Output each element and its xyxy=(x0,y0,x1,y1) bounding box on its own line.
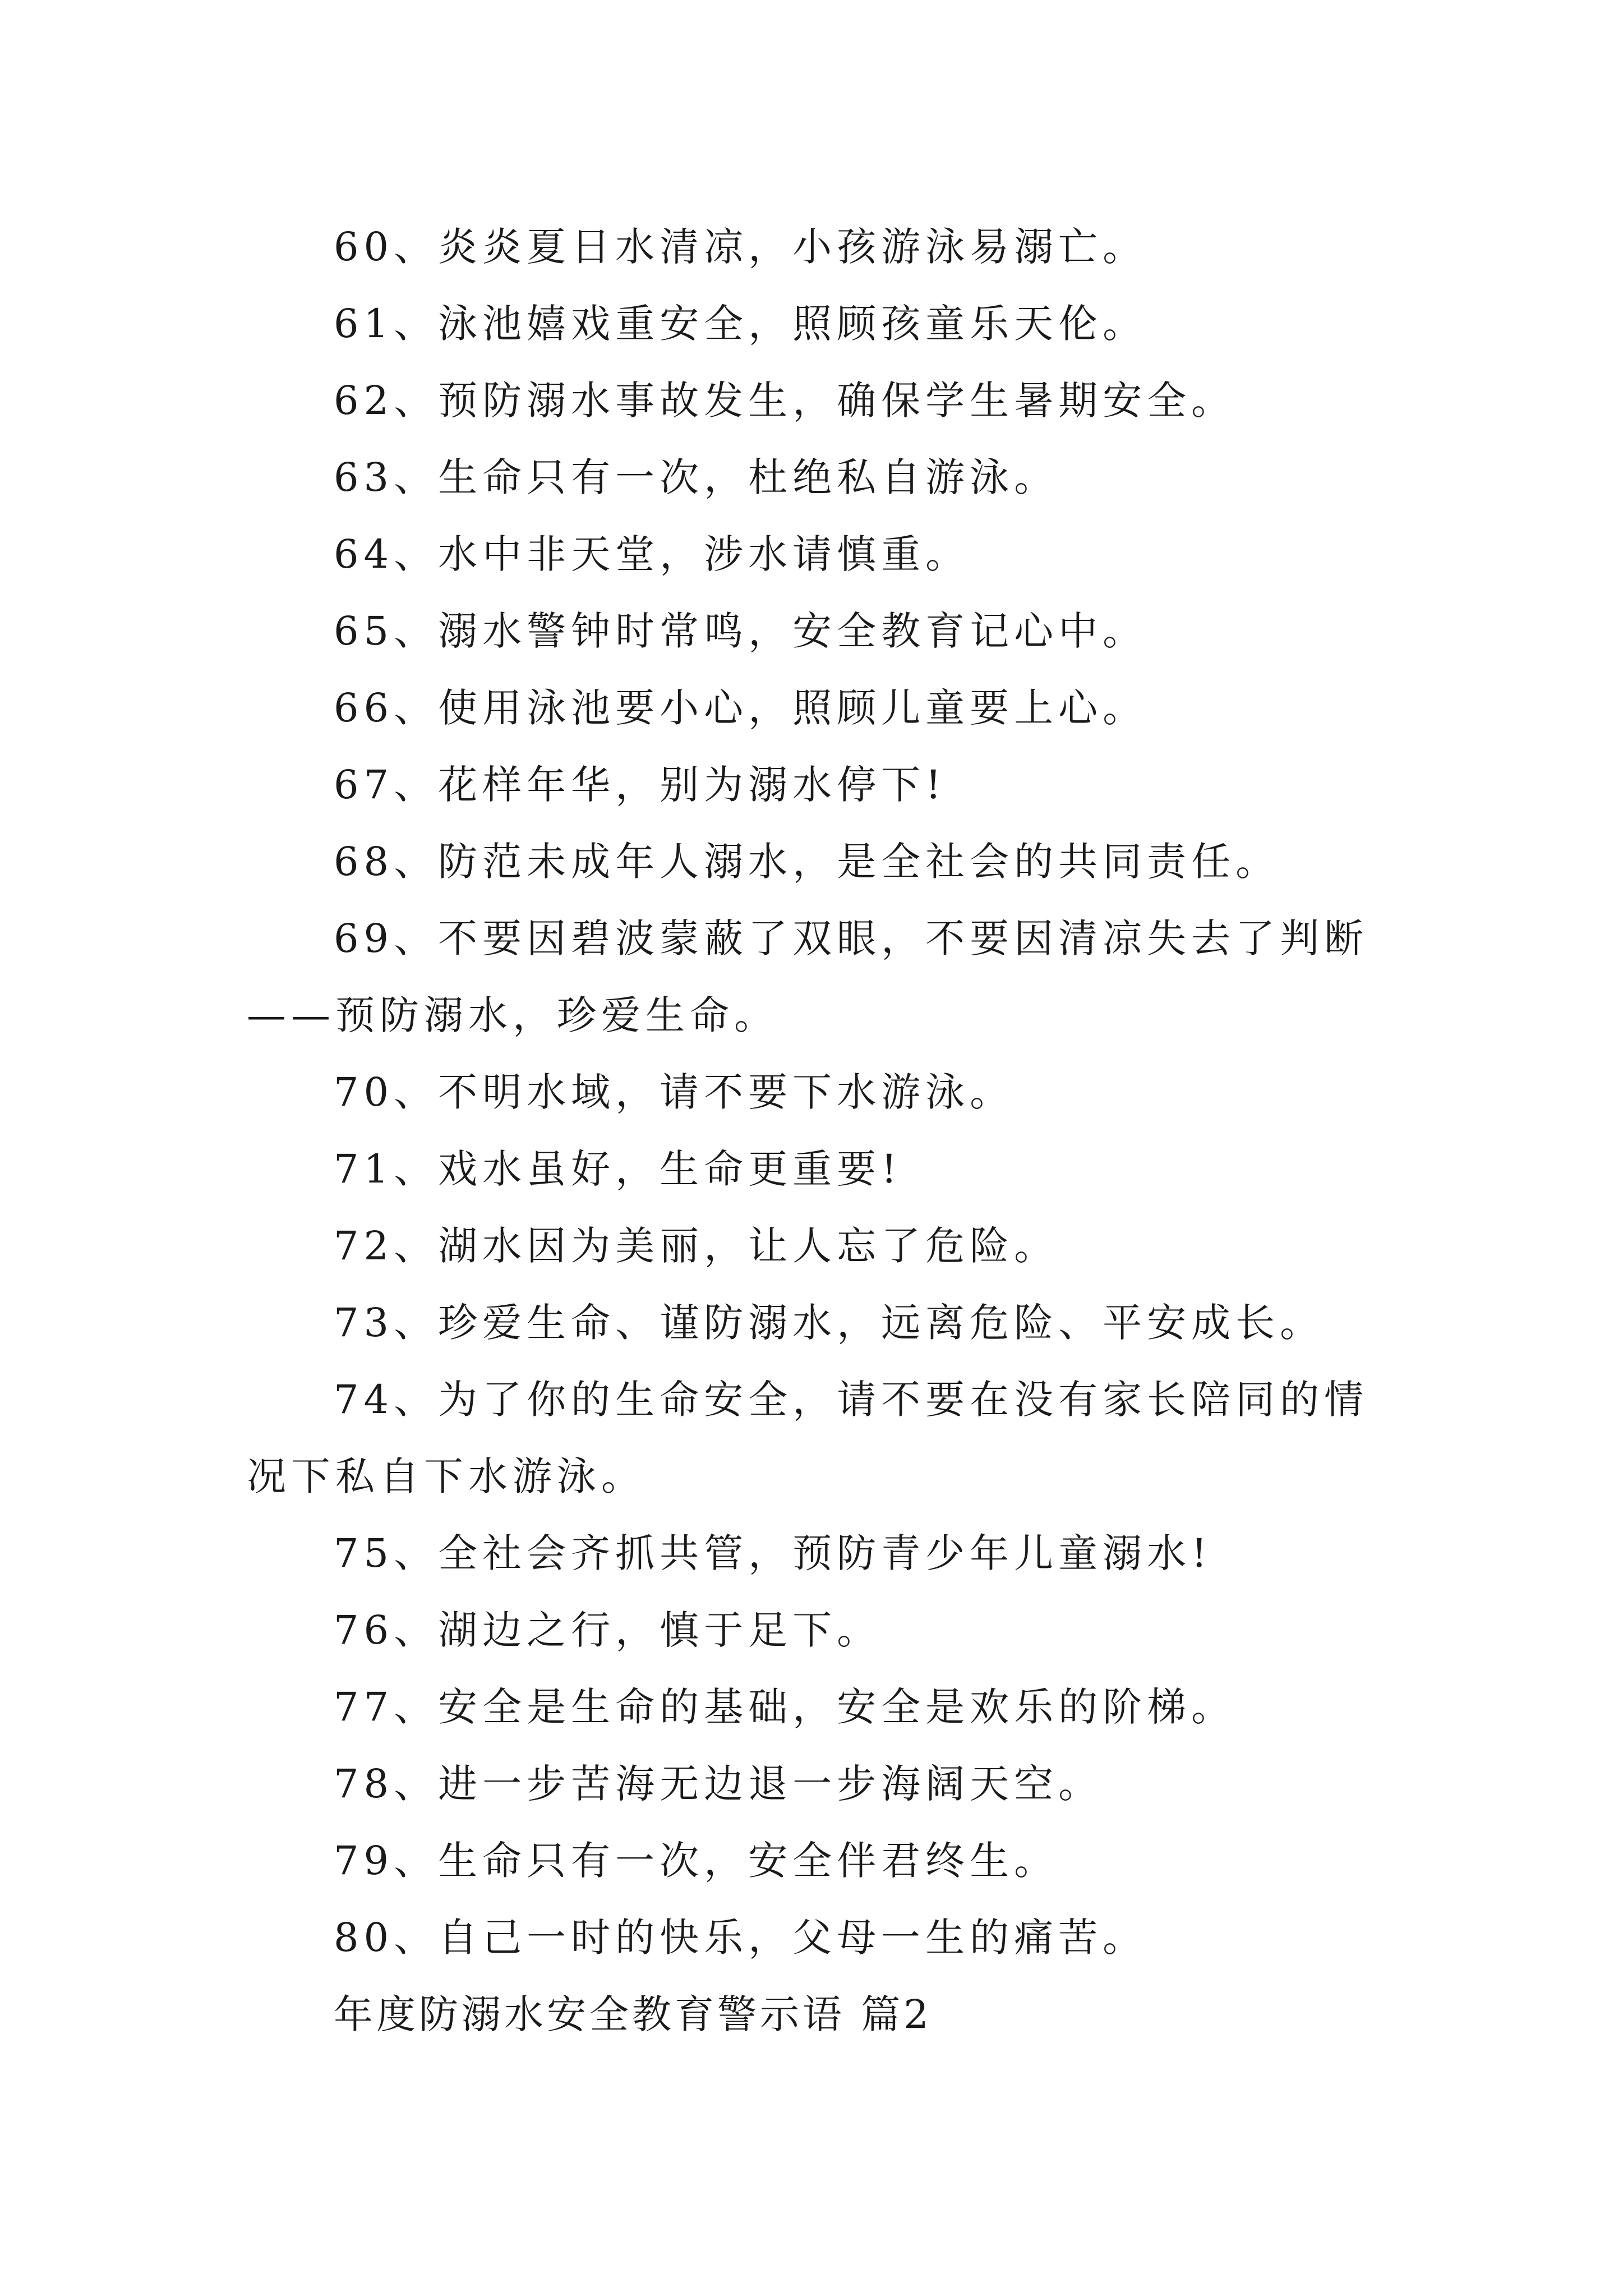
slogan-61: 61、泳池嬉戏重安全，照顾孩童乐天伦。 xyxy=(334,301,1147,347)
document-body xyxy=(247,209,1391,2053)
slogan-73: 73、珍爱生命、谨防溺水，远离危险、平安成长。 xyxy=(334,1300,1325,1346)
slogan-66: 66、使用泳池要小心，照顾儿童要上心。 xyxy=(334,685,1147,731)
slogan-72: 72、湖水因为美丽，让人忘了危险。 xyxy=(334,1223,1059,1269)
slogan-74: 74、为了你的生命安全，请不要在没有家长陪同的情况下私自下水游泳。 xyxy=(247,1377,1369,1499)
slogan-63: 63、生命只有一次，杜绝私自游泳。 xyxy=(334,454,1059,500)
slogan-65: 65、溺水警钟时常鸣，安全教育记心中。 xyxy=(334,608,1147,654)
slogan-80: 80、自己一时的快乐，父母一生的痛苦。 xyxy=(334,1915,1147,1961)
slogan-79: 79、生命只有一次，安全伴君终生。 xyxy=(334,1838,1059,1884)
slogan-60: 60、炎炎夏日水清凉，小孩游泳易溺亡。 xyxy=(334,224,1147,270)
slogan-75: 75、全社会齐抓共管，预防青少年儿童溺水! xyxy=(334,1530,1212,1576)
slogan-71: 71、戏水虽好，生命更重要! xyxy=(334,1146,902,1192)
slogan-64: 64、水中非天堂，涉水请慎重。 xyxy=(334,531,970,577)
slogan-70: 70、不明水域，请不要下水游泳。 xyxy=(334,1069,1015,1115)
slogan-69: 69、不要因碧波蒙蔽了双眼，不要因清凉失去了判断——预防溺水，珍爱生命。 xyxy=(247,915,1369,1038)
slogan-62: 62、预防溺水事故发生，确保学生暑期安全。 xyxy=(334,378,1236,424)
slogan-76: 76、湖边之行，慎于足下。 xyxy=(334,1607,882,1653)
slogan-77: 77、安全是生命的基础，安全是欢乐的阶梯。 xyxy=(334,1684,1236,1730)
section-heading: 年度防溺水安全教育警示语 篇2 xyxy=(334,1991,932,2037)
slogan-68: 68、防范未成年人溺水，是全社会的共同责任。 xyxy=(334,839,1280,885)
slogan-67: 67、花样年华，别为溺水停下! xyxy=(334,762,947,808)
slogan-78: 78、进一步苦海无边退一步海阔天空。 xyxy=(334,1761,1103,1807)
